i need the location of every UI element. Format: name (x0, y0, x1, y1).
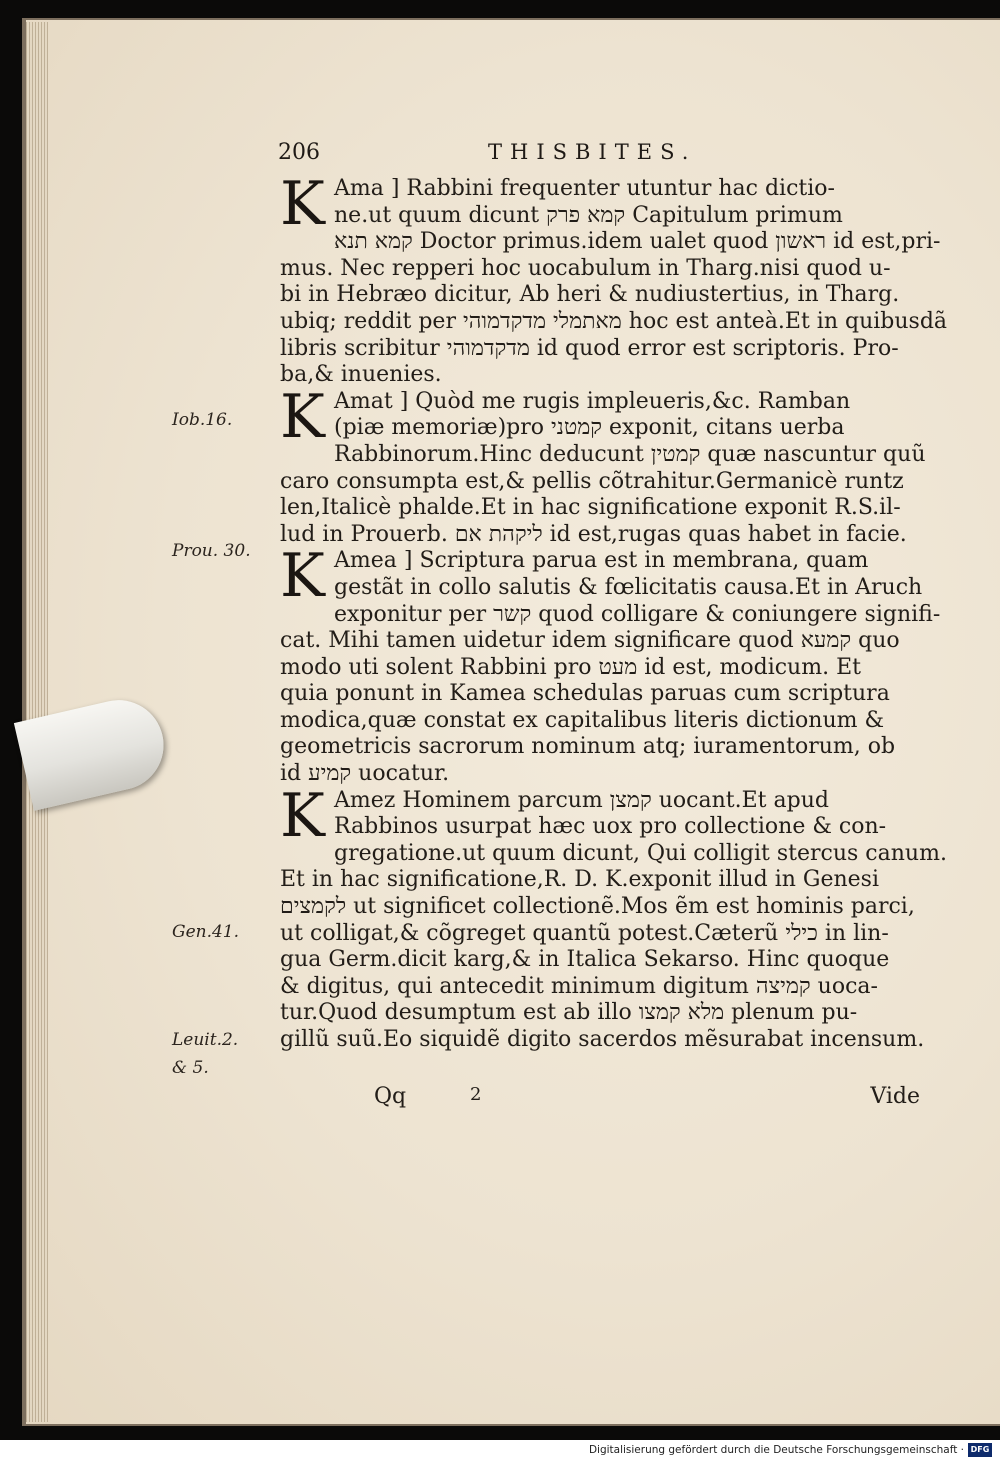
dfg-logo-icon: DFG (968, 1443, 992, 1457)
text-line: Et in hac significatione,R. D. K.exponit illud in Genesi (280, 867, 879, 893)
text-line: gillũ suũ.Eo siquidẽ digito sacerdos mẽsurabat incensum. (280, 1027, 925, 1052)
margin-note: Gen.41. (172, 922, 240, 942)
text-line: Amea ] Scriptura parua est in membrana, quam (334, 548, 869, 574)
margin-note: Leuit.2. (172, 1030, 239, 1050)
drop-cap: K (280, 381, 325, 452)
margin-note: & 5. (172, 1058, 209, 1078)
signature-line (280, 1084, 920, 1114)
text-line: tur.Quod desumptum est ab illo מלא קמצו plenum pu- (280, 1000, 858, 1026)
drop-cap: K (280, 541, 325, 612)
text-line: gua Germ.dicit karg,& in Italica Sekarso. Hinc quoque (280, 947, 890, 973)
text-line: geometricis sacrorum nominum atq; iuramentorum, ob (280, 734, 896, 760)
text-line: ba,& inuenies. (280, 362, 442, 388)
text-line: Rabbinorum.Hinc deducunt קמטין quæ nascuntur quũ (334, 441, 926, 467)
catchword: Vide (870, 1084, 920, 1109)
text-line: mus. Nec repperi hoc uocabulum in Tharg.nisi quod u- (280, 255, 891, 281)
text-line: lud in Prouerb. ליקהת אם id est,rugas quas habet in facie. (280, 521, 907, 547)
entry-kamez (280, 780, 947, 1054)
text-line: bi in Hebræo dicitur, Ab heri & nudiustertius, in Tharg. (280, 282, 900, 308)
text-line: modo uti solent Rabbini pro מעט id est, modicum. Et (280, 654, 861, 680)
drop-cap: K (280, 169, 325, 239)
text-line: (piæ memoriæ)pro קמטני exponit, citans uerba (334, 415, 845, 441)
margin-note: Prou. 30. (172, 541, 251, 561)
text-line: libris scribitur מדקדמוהי id quod error est scriptoris. Pro- (280, 335, 899, 361)
credit-bar (0, 1440, 1000, 1461)
signature-number: 2 (470, 1084, 482, 1105)
text-line: gregatione.ut quum dicunt, Qui colligit stercus canum. (334, 840, 947, 866)
text-line: len,Italicè phalde.Et in hac significatione exponit R.S.il- (280, 495, 901, 521)
text-line: ubiq; reddit per מאתמלי מדקדמוהי hoc est anteà.Et in quibusdã (280, 308, 948, 334)
text-line: לקמצים ut significet collectionẽ.Mos ẽm est hominis parci, (280, 894, 915, 920)
main-text (280, 169, 948, 1054)
text-line: ne.ut quum dicunt קמא פרק Capitulum primum (334, 202, 843, 228)
text-line: Ama ] Rabbini frequenter utuntur hac dictio- (334, 176, 835, 201)
signature-mark: Qq (374, 1084, 407, 1109)
page-number: 206 (278, 140, 320, 165)
text-line: Amat ] Quòd me rugis impleueris,&c. Ramban (334, 388, 851, 414)
text-line: Rabbinos usurpat hæc uox pro collectione & con- (334, 814, 887, 840)
credit-text: Digitalisierung gefördert durch die Deutsche Forschungsgemeinschaft · (588, 1444, 964, 1456)
text-line: cat. Mihi tamen uidetur idem significare quod קמעא quo (280, 628, 900, 654)
text-line: exponitur per קשר quod colligare & coniungere signifi- (334, 601, 941, 627)
text-line: modica,quæ constat ex capitalibus literis dictionum & (280, 707, 885, 733)
running-header (278, 140, 918, 172)
entry-kamea (280, 541, 941, 787)
text-line: קמא תנא Doctor primus.idem ualet quod ראשון id est,pri- (334, 229, 941, 255)
entry-kama (280, 169, 948, 389)
margin-note: Iob.16. (172, 410, 233, 430)
text-line: & digitus, qui antecedit minimum digitum קמיצה uoca- (280, 973, 878, 999)
text-line: gestãt in collo salutis & fœlicitatis causa.Et in Aruch (334, 574, 923, 600)
text-line: Amez Hominem parcum קמצן uocant.Et apud (334, 787, 829, 813)
entry-kamat (280, 381, 926, 549)
text-line: id קמיע uocatur. (280, 761, 450, 787)
running-title: THISBITES. (488, 140, 697, 164)
text-line: ut colligat,& cõgreget quantũ potest.Cæterũ כילי in lin- (280, 920, 889, 946)
text-line: quia ponunt in Kamea schedulas paruas cum scriptura (280, 681, 890, 707)
drop-cap: K (280, 780, 325, 851)
text-line: caro consumpta est,& pellis cõtrahitur.Germanicè runtz (280, 468, 904, 494)
